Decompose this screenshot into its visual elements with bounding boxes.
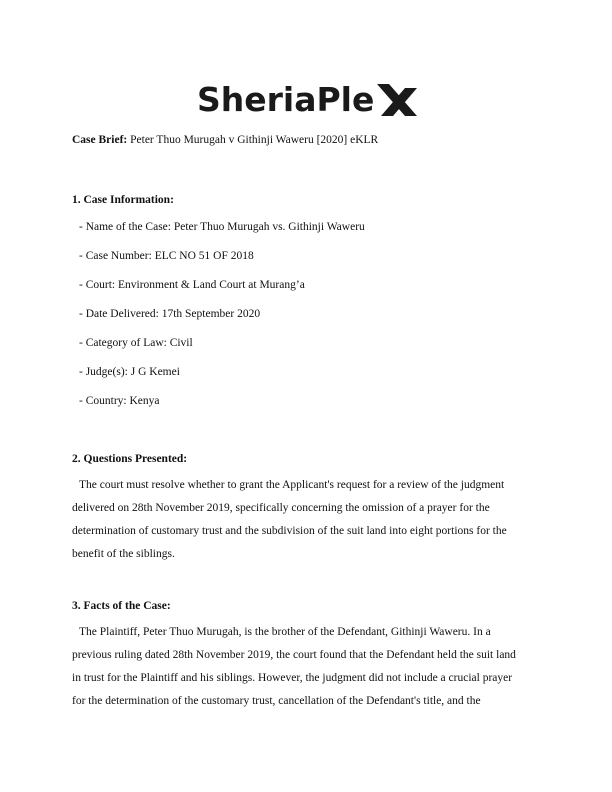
info-item-case-number: - Case Number: ELC NO 51 OF 2018	[79, 250, 254, 262]
logo-wordmark: SheriaPle	[197, 80, 375, 119]
info-item-country: - Country: Kenya	[79, 395, 160, 407]
logo-graphic	[191, 74, 421, 124]
info-item-category-of-law: - Category of Law: Civil	[79, 337, 193, 349]
case-brief-label: Case Brief:	[72, 134, 128, 146]
paragraph-line: for the determination of the customary trust, cancellation of the Defendant's title, and the	[72, 695, 481, 707]
case-brief-name: Peter Thuo Murugah v Githinji Waweru [2020] eKLR	[127, 134, 379, 146]
paragraph-line: previous ruling dated 28th November 2019, the court found that the Defendant held the suit land	[72, 649, 516, 661]
paragraph-line: in trust for the Plaintiff and his siblings. However, the judgment did not include a crucial prayer	[72, 672, 513, 684]
logo-x-mark	[377, 84, 417, 116]
paragraph-line: benefit of the siblings.	[72, 548, 175, 560]
info-item-court: - Court: Environment & Land Court at Murang’a	[79, 279, 305, 291]
questions-presented-paragraph	[72, 474, 542, 566]
info-item-judges: - Judge(s): J G Kemei	[79, 366, 180, 378]
facts-of-the-case-paragraph	[72, 621, 542, 713]
paragraph-line: The court must resolve whether to grant the Applicant's request for a review of the judgment	[79, 479, 505, 491]
section-heading-questions-presented: 2. Questions Presented:	[72, 453, 188, 465]
paragraph-line: The Plaintiff, Peter Thuo Murugah, is the brother of the Defendant, Githinji Waweru. In a	[79, 626, 491, 638]
section-heading-case-information: 1. Case Information:	[72, 194, 174, 206]
case-brief-title	[72, 132, 378, 148]
paragraph-line: determination of customary trust and the subdivision of the suit land into eight portions for the	[72, 525, 507, 537]
info-item-case-name: - Name of the Case: Peter Thuo Murugah vs. Githinji Waweru	[79, 221, 365, 233]
paragraph-line: delivered on 28th November 2019, specifically concerning the omission of a prayer for the	[72, 502, 490, 514]
section-heading-facts-of-the-case: 3. Facts of the Case:	[72, 600, 171, 612]
sheriaplex-logo	[0, 74, 612, 124]
info-item-date-delivered: - Date Delivered: 17th September 2020	[79, 308, 261, 320]
